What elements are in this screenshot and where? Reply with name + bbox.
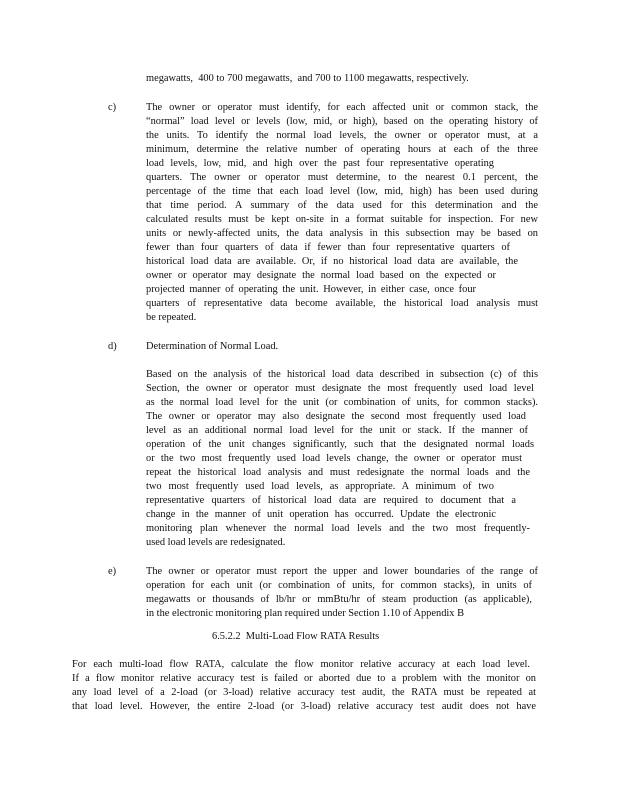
item-e-line: operation for each unit (or combination of units, for common stacks), in units of xyxy=(146,580,532,591)
item-d-line: used load levels are redesignated. xyxy=(146,537,286,548)
item-c-line: quarters of representative data become available, the historical load analysis must xyxy=(146,298,538,309)
item-d-line: Based on the analysis of the historical load data described in subsection (c) of this xyxy=(146,369,538,380)
item-d-line: Section, the owner or operator must designate the most frequently used load level xyxy=(146,383,534,394)
section-heading: 6.5.2.2 Multi-Load Flow RATA Results xyxy=(212,631,380,642)
item-c-line: projected manner of operating the unit. However, in either case, once four xyxy=(146,284,476,295)
item-c-line: percentage of the time that each load level (low, mid, high) has been used during xyxy=(146,186,538,197)
item-d-line: representative quarters of historical load data are required to document that a xyxy=(146,495,516,506)
item-c-line: The owner or operator must identify, for each affected unit or common stack, the xyxy=(146,102,538,113)
item-c-line: quarters. The owner or operator must determine, to the nearest 0.1 percent, the xyxy=(146,172,538,183)
item-d-line: or the two most frequently used load levels change, the owner or operator must xyxy=(146,453,522,464)
item-d-line: repeat the historical load analysis and must redesignate the normal loads and the xyxy=(146,467,530,478)
item-d-line: two most frequently used load levels, as appropriate. A minimum of two xyxy=(146,481,494,492)
item-c-line: load levels, low, mid, and high over the past four representative operating xyxy=(146,158,494,169)
item-c-line: calculated results must be kept on-site in a format suitable for inspection. For new xyxy=(146,214,538,225)
intro-line: megawatts, 400 to 700 megawatts, and 700 to 1100 megawatts, respectively. xyxy=(146,73,469,84)
item-c-line: the units. To identify the normal load levels, the owner or operator must, at a xyxy=(146,130,538,141)
item-d-line: change in the manner of unit operation has occurred. Update the electronic xyxy=(146,509,496,520)
item-e-label: e) xyxy=(108,566,117,577)
final-paragraph-line: If a flow monitor relative accuracy test is failed or aborted due to a problem with the monitor on xyxy=(72,673,536,684)
item-d-line: as the normal load level for the unit (or combination of units, for common stacks). xyxy=(146,397,538,408)
item-c-label: c) xyxy=(108,102,117,113)
item-c-line: that time period. A summary of the data used for this determination and the xyxy=(146,200,538,211)
final-paragraph-line: For each multi-load flow RATA, calculate the flow monitor relative accuracy at each load level. xyxy=(72,659,530,670)
item-d-line: level as an additional normal load level for the unit or stack. If the manner of xyxy=(146,425,528,436)
item-c-line: owner or operator may designate the normal load based on the expected or xyxy=(146,270,496,281)
item-e-line: in the electronic monitoring plan required under Section 1.10 of Appendix B xyxy=(146,608,464,619)
final-paragraph-line: any load level of a 2-load (or 3-load) relative accuracy test audit, the RATA must be repeated at xyxy=(72,687,536,698)
item-e-line: megawatts or thousands of lb/hr or mmBtu/hr of steam production (as applicable), xyxy=(146,594,532,605)
final-paragraph-line: that load level. However, the entire 2-load (or 3-load) relative accuracy test audit does not have xyxy=(72,701,536,712)
item-d-label: d) xyxy=(108,341,117,352)
item-c-line: historical load data are available. Or, if no historical load data are available, the xyxy=(146,256,518,267)
item-c-line: fewer than four quarters of data if fewer than four representative quarters of xyxy=(146,242,510,253)
item-e-line: The owner or operator must report the upper and lower boundaries of the range of xyxy=(146,566,538,577)
item-c-line: units or newly-affected units, the data analysis in this subsection may be based on xyxy=(146,228,538,239)
item-d-line: monitoring plan whenever the normal load levels and the two most frequently- xyxy=(146,523,530,534)
item-c-line: minimum, determine the relative number of operating hours at each of the three xyxy=(146,144,538,155)
item-d-heading: Determination of Normal Load. xyxy=(146,341,279,352)
item-d-line: The owner or operator may also designate the second most frequently used load xyxy=(146,411,526,422)
item-d-line: operation of the unit changes significantly, such that the designated normal loads xyxy=(146,439,534,450)
item-c-line: be repeated. xyxy=(146,312,197,323)
item-c-line: “normal” load level or levels (low, mid, or high), based on the operating history of xyxy=(146,116,538,127)
